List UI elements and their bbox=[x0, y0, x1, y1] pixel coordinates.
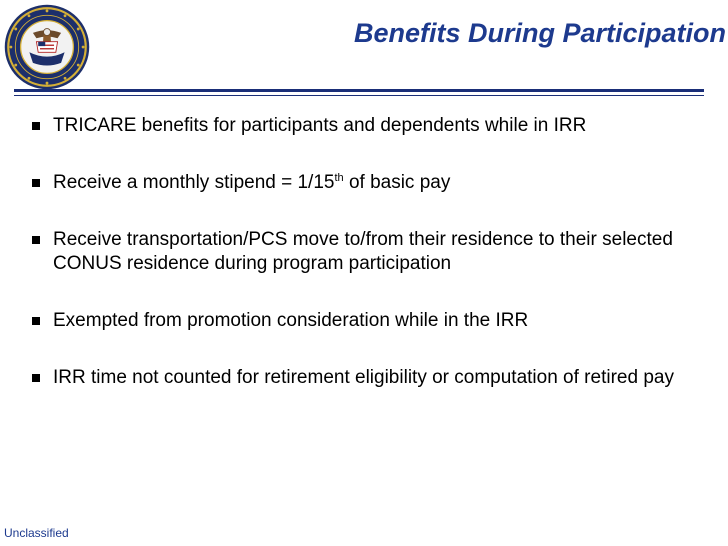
square-bullet-icon bbox=[32, 317, 40, 325]
superscript-ordinal: th bbox=[334, 172, 344, 184]
bullet-text-part: of basic pay bbox=[343, 172, 451, 193]
square-bullet-icon bbox=[32, 374, 40, 382]
benefits-bullet-list bbox=[32, 114, 708, 390]
bullet-item-retirement bbox=[32, 366, 708, 390]
square-bullet-icon bbox=[32, 122, 40, 130]
square-bullet-icon bbox=[32, 179, 40, 187]
page-title: Benefits During Participation bbox=[353, 18, 726, 48]
bullet-text: Receive transportation/PCS move to/from their residence to their selected CONUS residence during program participation bbox=[53, 229, 673, 274]
bullet-item-tricare bbox=[32, 114, 708, 138]
title-divider bbox=[14, 89, 704, 92]
title-divider-thin bbox=[14, 95, 704, 96]
bullet-text: IRR time not counted for retirement eligibility or computation of retired pay bbox=[53, 367, 674, 388]
bullet-text: TRICARE benefits for participants and dependents while in IRR bbox=[53, 115, 587, 136]
square-bullet-icon bbox=[32, 236, 40, 244]
bullet-text-part: Receive a monthly stipend = 1/15 bbox=[53, 172, 335, 193]
classification-footer: Unclassified bbox=[4, 526, 69, 540]
us-navy-seal-icon bbox=[3, 3, 91, 91]
bullet-item-promotion bbox=[32, 309, 708, 333]
bullet-item-transportation bbox=[32, 228, 708, 276]
bullet-text: Exempted from promotion consideration while in the IRR bbox=[53, 310, 529, 331]
bullet-text bbox=[53, 171, 708, 195]
bullet-item-stipend bbox=[32, 171, 708, 195]
